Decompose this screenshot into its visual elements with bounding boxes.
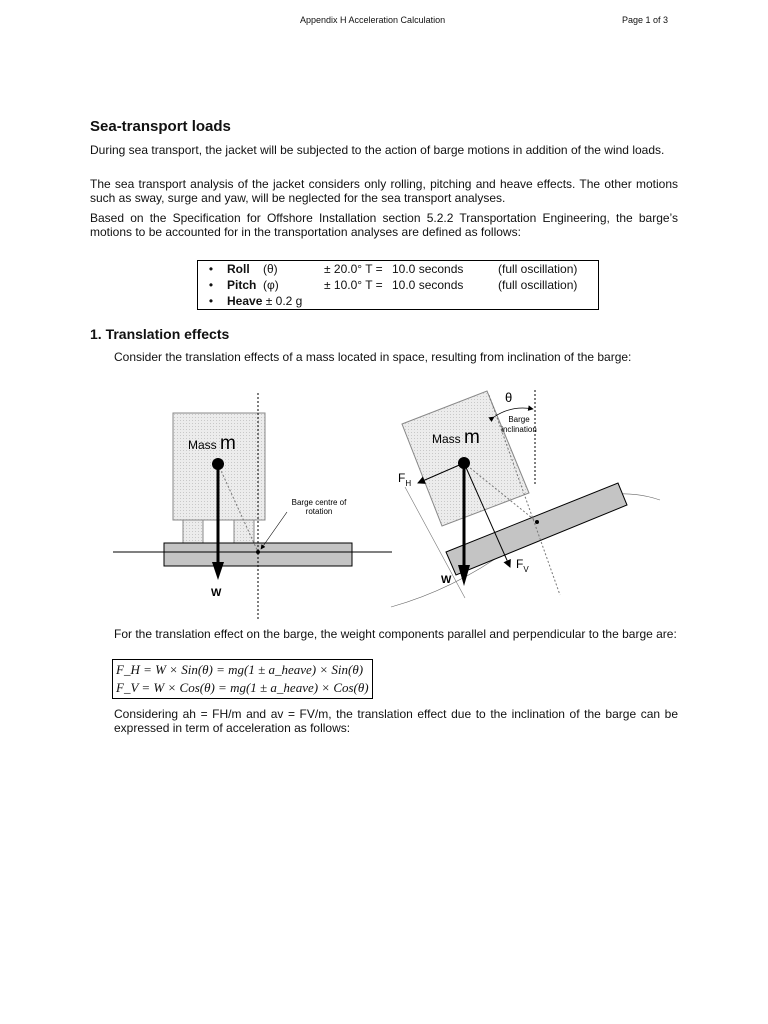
motion-note: (full oscillation) bbox=[498, 278, 578, 292]
centre-label: Barge centre of bbox=[291, 498, 347, 507]
weight-label: W bbox=[441, 574, 452, 586]
page-number: Page 1 of 3 bbox=[622, 15, 669, 25]
mass-symbol: m bbox=[220, 433, 236, 454]
upright-barge-diagram bbox=[113, 393, 392, 620]
inclined-barge-diagram bbox=[391, 390, 660, 607]
bullet: • bbox=[208, 294, 214, 308]
section-heading: Sea-transport loads bbox=[90, 118, 231, 135]
bullet: • bbox=[208, 262, 214, 276]
equation: F_V = W × Cos(θ) = mg(1 ± a_heave) × Cos(θ) bbox=[116, 680, 369, 695]
motion-period: 10.0 seconds bbox=[392, 262, 464, 276]
fv-label: F bbox=[516, 557, 524, 571]
paragraph: Consider the translation effects of a mass located in space, resulting from inclination of the barge: bbox=[114, 350, 632, 364]
bullet: • bbox=[208, 278, 214, 292]
theta-label: θ bbox=[505, 390, 513, 405]
fh-label: F bbox=[398, 471, 406, 485]
motion-amplitude: ± 20.0° T = bbox=[324, 262, 383, 276]
paragraph: The sea transport analysis of the jacket considers only rolling, pitching and heave effects. The other motions such as sway, surge and yaw, will be neglected for the sea transport analyses. bbox=[90, 177, 678, 205]
motion-symbol: (θ) bbox=[263, 262, 278, 276]
svg-text:FH bbox=[398, 471, 411, 488]
paragraph: Considering ah = FH/m and av = FV/m, the translation effect due to the inclination of the barge can be expressed in term of acceleration as follows: bbox=[114, 707, 678, 735]
motion-name: Pitch bbox=[227, 278, 257, 292]
motion-symbol: (φ) bbox=[263, 278, 279, 292]
paragraph: Based on the Specification for Offshore Installation section 5.2.2 Transportation Engineering, the barge’s motions to be accounted for in the transportation analyses are defined as follows: bbox=[90, 211, 678, 239]
header-title: Appendix H Acceleration Calculation bbox=[300, 15, 446, 25]
inclination-label: Barge bbox=[508, 415, 530, 424]
centre-label: rotation bbox=[305, 507, 333, 516]
paragraph: During sea transport, the jacket will be subjected to the action of barge motions in addition of the wind loads. bbox=[90, 143, 665, 157]
motion-period: 10.0 seconds bbox=[392, 278, 464, 292]
motion-amplitude: ± 10.0° T = bbox=[324, 278, 383, 292]
paragraph: For the translation effect on the barge, the weight components parallel and perpendicular to the barge are: bbox=[114, 627, 677, 641]
motion-symbol: ± 0.2 g bbox=[265, 294, 303, 308]
svg-text:FV bbox=[516, 557, 529, 574]
weight-label: W bbox=[211, 587, 222, 599]
motion-name: Roll bbox=[227, 262, 250, 276]
fh-subscript: H bbox=[405, 479, 412, 488]
equation-box bbox=[112, 659, 373, 699]
fv-subscript: V bbox=[523, 565, 529, 574]
mass-label: Mass bbox=[432, 432, 461, 446]
equation: F_H = W × Sin(θ) = mg(1 ± a_heave) × Sin(θ) bbox=[116, 662, 364, 677]
mass-symbol: m bbox=[464, 427, 480, 448]
weight-arrow bbox=[212, 562, 224, 580]
inclination-label: inclination bbox=[501, 425, 537, 434]
section-1-heading: 1. Translation effects bbox=[90, 326, 230, 342]
motion-name: Heave bbox=[227, 294, 263, 308]
motion-note: (full oscillation) bbox=[498, 262, 578, 276]
mass-label: Mass bbox=[188, 438, 217, 452]
